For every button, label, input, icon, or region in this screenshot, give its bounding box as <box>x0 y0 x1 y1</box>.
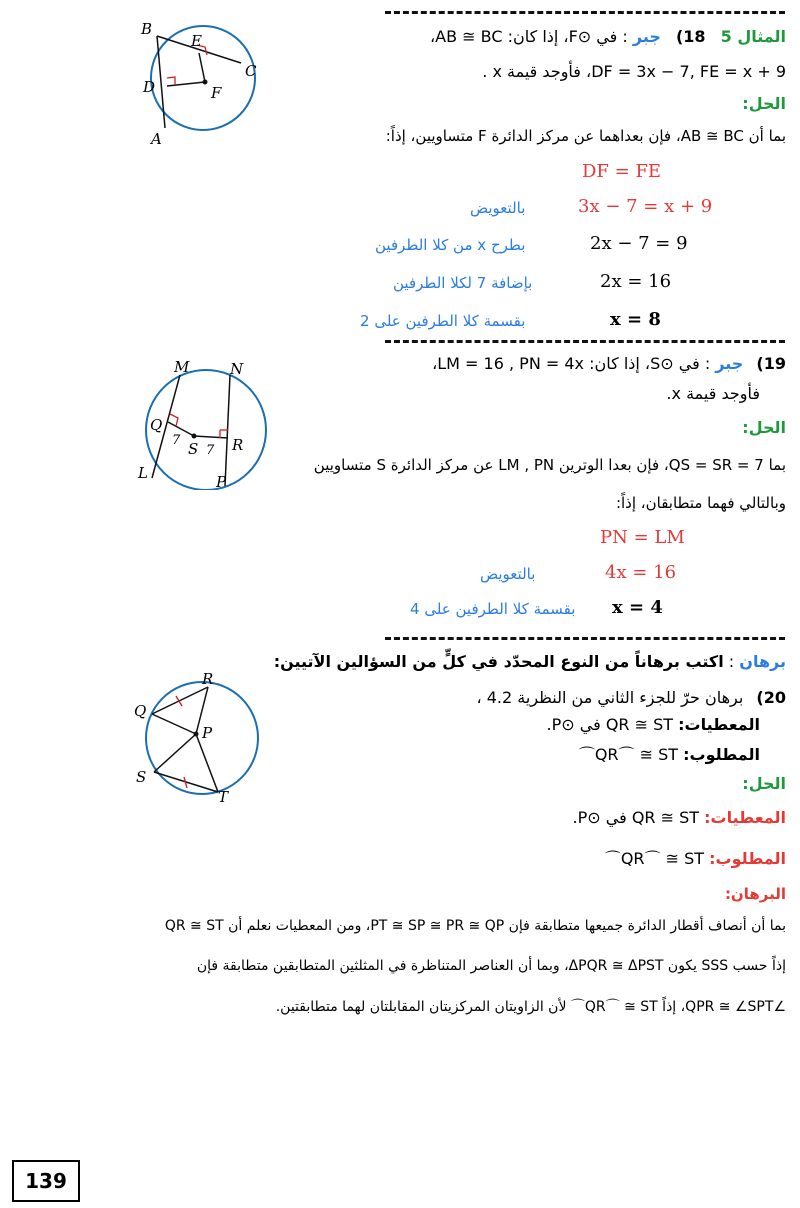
equation-step: DF = FE <box>582 161 662 182</box>
sol-prove-text: QR⌒ ≅ ST⌒ <box>604 849 705 868</box>
given-row <box>547 715 760 734</box>
label-E: E <box>191 32 202 50</box>
problem-number: 18) <box>675 27 706 46</box>
label-R: R <box>202 672 214 688</box>
equation-step: 2x = 16 <box>600 271 672 292</box>
figure-circle-S <box>130 360 280 490</box>
proof-title-row <box>477 688 787 707</box>
prove-label: المطلوب: <box>683 745 760 764</box>
figure-circle-F <box>135 20 275 150</box>
proof-line: ∠QPR ≅ ∠SPT، إذاً QR⌒ ≅ ST⌒ لأن الزاويتان المركزيتان المقابلتان لهما متطابقتين. <box>275 999 786 1015</box>
label-C: C <box>245 62 257 80</box>
separator <box>385 11 785 14</box>
problem19-intro1: بما QS = SR = 7، فإن بعدا الوترين LM , PN عن مركز الدائرة S متساويين <box>313 456 786 474</box>
solution-heading: الحل: <box>742 418 786 437</box>
equation-step: PN = LM <box>600 527 685 548</box>
equation-step: 2x − 7 = 9 <box>590 233 688 254</box>
label-P: P <box>216 473 227 490</box>
label-Q: Q <box>134 702 147 720</box>
proof-tag: برهان <box>739 652 786 671</box>
sol-given-text: QR ≅ ST في ⊙P. <box>572 808 700 827</box>
sol-given-label: المعطيات: <box>704 808 786 827</box>
label-seven: 7 <box>206 443 215 458</box>
label-Q: Q <box>150 416 163 434</box>
equation-step: x = 8 <box>610 309 661 330</box>
equation-step: 4x = 16 <box>605 562 677 583</box>
algebra-tag: جبر <box>632 27 661 46</box>
page-number: 139 <box>12 1160 80 1202</box>
step-reason: بإضافة 7 لكلا الطرفين <box>393 274 533 292</box>
label-A: A <box>151 130 162 148</box>
sol-prove-label: المطلوب: <box>709 849 786 868</box>
proof-instruction: اكتب برهاناً من النوع المحدّد في كلٍّ من السؤالين الآتيين: <box>273 652 724 671</box>
prove-text: QR⌒ ≅ ST⌒ <box>578 745 679 764</box>
problem18-header: المثال 5 18) جبر : في ⊙F، إذا كان: AB ≅ BC، <box>429 27 786 46</box>
separator <box>385 340 785 343</box>
problem-number: 20) <box>756 688 786 707</box>
label-N: N <box>230 360 244 378</box>
proof-label: البرهان: <box>724 885 786 903</box>
problem18-line1: في ⊙F، إذا كان: AB ≅ BC، <box>429 27 618 46</box>
figure-circle-P <box>128 672 278 802</box>
step-reason: بقسمة كلا الطرفين على 2 <box>360 312 526 330</box>
sol-given-row <box>573 808 786 827</box>
given-text: QR ≅ ST في ⊙P. <box>546 715 674 734</box>
sol-prove-row <box>605 846 786 869</box>
label-S: S <box>188 440 199 458</box>
step-reason: بالتعويض <box>470 199 526 217</box>
example-label: المثال 5 <box>720 27 786 46</box>
solution-heading: الحل: <box>742 774 786 793</box>
label-D: D <box>143 78 156 96</box>
algebra-tag: جبر <box>715 354 744 373</box>
label-seven: 7 <box>172 433 181 448</box>
equation-step: x = 4 <box>612 597 663 618</box>
problem19-line1: في ⊙S، إذا كان: LM = 16 , PN = 4x، <box>432 354 700 373</box>
step-reason: بقسمة كلا الطرفين على 4 <box>410 600 576 618</box>
problem-number: 19) <box>756 354 786 373</box>
proof-line: بما أن أنصاف أقطار الدائرة جميعها متطابقة فإن PT ≅ SP ≅ PR ≅ QP، ومن المعطيات نعلم أن QR ≅ ST <box>164 918 786 934</box>
label-M: M <box>174 360 190 376</box>
proof-line: إذاً حسب SSS يكون ΔPQR ≅ ΔPST، وبما أن العناصر المتناظرة في المثلثين المتطابقين متطابقة فإن <box>196 958 786 974</box>
label-S: S <box>136 768 147 786</box>
step-reason: بالتعويض <box>480 565 536 583</box>
label-L: L <box>138 464 148 482</box>
step-reason: بطرح x من كلا الطرفين <box>375 236 526 254</box>
problem18-intro: بما أن AB ≅ BC، فإن بعداهما عن مركز الدائرة F متساويين، إذاً: <box>385 127 786 145</box>
label-F: F <box>211 84 222 102</box>
proof-instruction-row: برهان : اكتب برهاناً من النوع المحدّد في كلٍّ من السؤالين الآتيين: <box>273 652 786 671</box>
prove-row <box>579 742 760 765</box>
problem19-intro2: وبالتالي فهما متطابقان، إذاً: <box>615 494 786 512</box>
proof-title: برهان حرّ للجزء الثاني من النظرية 4.2 ، <box>476 688 744 707</box>
equation-step: 3x − 7 = x + 9 <box>578 196 713 217</box>
label-R: R <box>232 436 244 454</box>
label-P: P <box>202 724 213 742</box>
label-B: B <box>141 20 153 38</box>
problem18-line2: DF = 3x − 7, FE = x + 9، فأوجد قيمة x . <box>482 62 786 81</box>
problem19-header: 19) جبر : في ⊙S، إذا كان: LM = 16 , PN = 4x، <box>432 354 786 373</box>
given-label: المعطيات: <box>678 715 760 734</box>
label-T: T <box>218 788 229 802</box>
solution-heading: الحل: <box>742 94 786 113</box>
separator <box>385 637 785 640</box>
problem19-line2: فأوجد قيمة x. <box>666 384 760 403</box>
